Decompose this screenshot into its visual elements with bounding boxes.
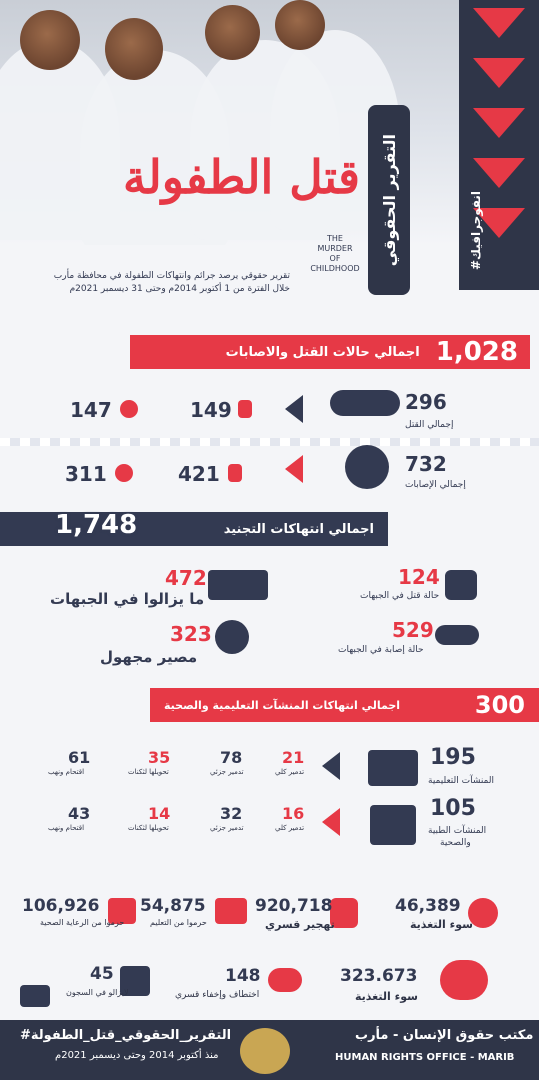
chevron-left-icon <box>322 752 340 780</box>
injured-icon <box>345 445 389 489</box>
chevron-left-icon <box>285 455 303 483</box>
title-english: THE MURDER OF CHILDHOOD <box>310 234 360 273</box>
malnutrition-icon <box>440 960 488 1000</box>
section-facilities-banner: اجمالي انتهاكات المنشآت التعليمية والصحية 300 <box>150 688 539 722</box>
question-icon <box>215 620 249 654</box>
killed-icon <box>330 390 400 416</box>
soldier-icon <box>445 570 477 600</box>
bullet-icon <box>238 400 252 418</box>
report-label: التقرير الحقوقي <box>368 105 410 295</box>
divider <box>0 438 539 446</box>
section-recruit-banner: اجمالي انتهاكات التجنيد <box>0 512 388 546</box>
subtitle: تقرير حقوقي يرصد جرائم وانتهاكات الطفولة في محافظة مأرب خلال الفترة من 1 أكتوبر 2014م وحتى 31 ديسمبر 2021م <box>53 271 290 294</box>
emblem-icon <box>240 1028 290 1074</box>
school-icon <box>368 750 418 786</box>
explosion-icon <box>115 464 133 482</box>
recruit-total: 1,748 <box>55 510 138 540</box>
section-killed-banner: اجمالي حالات القتل والاصابات 1,028 <box>130 335 530 369</box>
injured-soldier-icon <box>435 625 479 645</box>
hospital-icon <box>370 805 416 845</box>
explosion-icon <box>120 400 138 418</box>
killed-total: 296 <box>405 390 447 414</box>
hashtag-vertical: #انفوجرافيك <box>469 190 483 270</box>
logo <box>20 985 50 1007</box>
chevron-left-icon <box>322 808 340 836</box>
education-icon <box>215 898 247 924</box>
bullet-icon <box>228 464 242 482</box>
footer: #التقرير_الحقوقي_قتل_الطفولة منذ أكتوبر 2014 وحتى ديسمبر 2021م مكتب حقوق الإنسان - مأرب HUMAN RIGHTS OFFICE - MARIB <box>0 1020 539 1080</box>
title-arabic: قتل الطفولة <box>123 150 360 204</box>
chevron-left-icon <box>285 395 303 423</box>
soldiers-group-icon <box>208 570 268 600</box>
handcuffs-icon <box>268 968 302 992</box>
